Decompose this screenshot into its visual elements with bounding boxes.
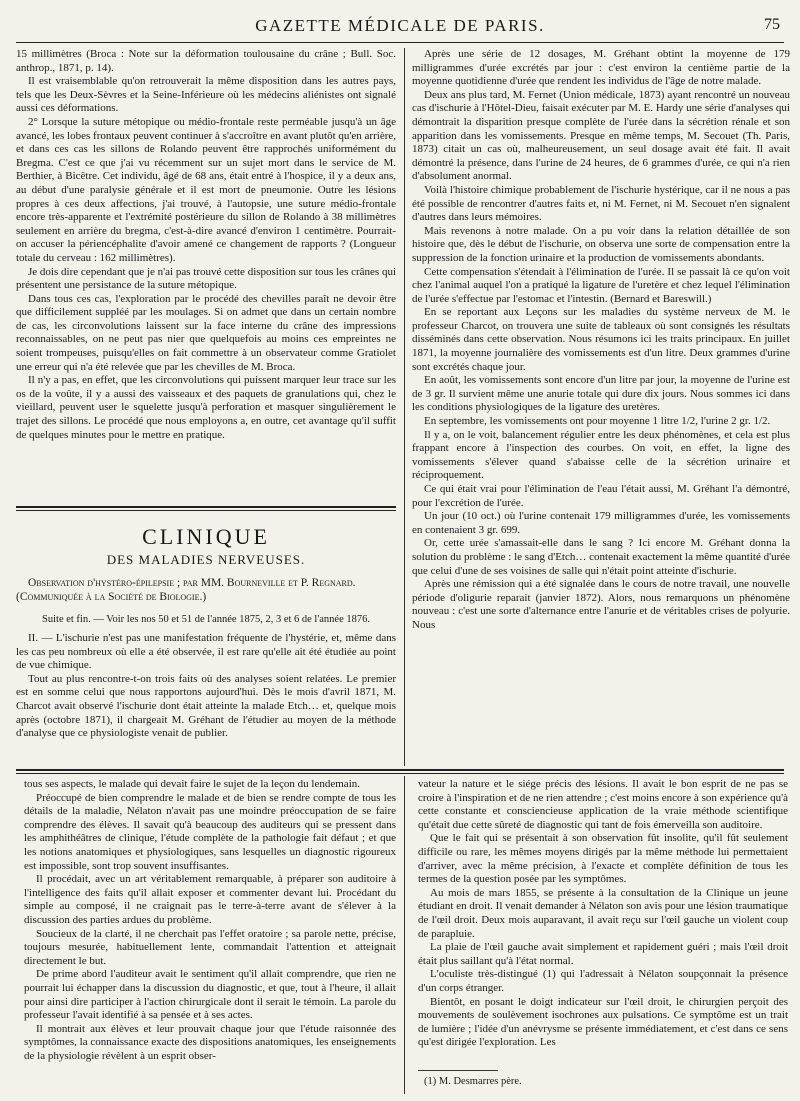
paragraph: Après une série de 12 dosages, M. Gréhant obtint la moyenne de 179 milligrammes d'urée excrétés par jour : c'est environ la centième partie de la moyenne quotidienne d'urée que rendent les individus de l'âge de notre malade. xyxy=(412,48,790,88)
paragraph: Dans tous ces cas, l'exploration par le procédé des chevilles paraît ne devoir être que difficilement suppléé par les moulages. Si on admet que dans un certain nombre de cas, les circonvolutions laissent sur la face interne du crâne des impressions reconnaissables, on ne peut pas nier que quelquefois au moins ces empreintes ne soient trompeuses, puisqu'elles on fait commettre à un observateur comme Gratiolet une erreur qui n'a été relevée que par les chevilles de M. Broca. xyxy=(16,292,396,373)
paragraph: Après une rémission qui a été signalée dans le cours de notre travail, une nouvelle période d'oligurie reparait (janvier 1872). Alors, nous remarquons un phénomène nouveau : c'est une sorte d'alternance entre l'anurie et de véritables crises de polyurie. Nous xyxy=(412,578,790,631)
section-divider xyxy=(16,506,396,508)
section-title: CLINIQUE xyxy=(142,524,270,549)
paragraph: Soucieux de la clarté, il ne cherchait pas l'effet oratoire ; sa parole nette, précise, toujours mesurée, habituellement lente, commandait l'attention et atteignait directement le but. xyxy=(24,927,396,967)
paragraph: 2° Lorsque la suture métopique ou médio-frontale reste perméable jusqu'à un âge avancé, les lobes frontaux peuvent continuer à s'accroître en avant plutôt qu'en arrière, et dans ces cas les sillons de Rolando peuvent être rapprochés uniformément du Bregma. C'est ce que j'ai vu récemment sur un sujet mort dans le service de M. Berthier, à Bicêtre. Cet individu, âgé de 68 ans, était entré à l'hospice, il y a deux ans, au début d'une paralysie générale et il est mort de pneumonie. Outre les lésions propres à ces deux affections, j'ai trouvé, à l'autopsie, une suture médio-frontale encore très-apparente et l'extrémité postérieure du sillon de Rolando à 38 millimètres seulement en arrière du bregma, c'est-à-dire avancé d'environ 1 centimètre. Pourrait-on accuser la périencéphalite d'avoir amené ce changement de rapports ? (Longueur totale du cerveau : 162 millimètres). xyxy=(16,115,396,264)
column-divider xyxy=(404,776,405,1094)
observation-heading: Observation d'hystéro-épilepsie ; par MM. Bourneville et P. Regnard. (Communiquée à la Société de Biologie.) xyxy=(16,577,356,603)
feuilleton-divider xyxy=(16,773,784,774)
paragraph: Bientôt, en posant le doigt indicateur sur l'œil droit, le chirurgien perçoit des mouvements de soulèvement isochrones aux pulsations. Ce symptôme est un trait de lumière ; l'idée d'un anévrysme se présente immédiatement, et c'est dans ce sens qu'est dirigée l'exploration. Les xyxy=(418,995,788,1049)
paragraph: Que le fait qui se présentait à son observation fût insolite, qu'il fût seulement difficile ou rare, les mêmes moyens dirigés par la même méthode lui permettaient d'arriver, avec la même précision, à l'exacte et complète définition de tous les termes de la question posée par les symptômes. xyxy=(418,832,788,886)
column-clinique-text xyxy=(16,632,396,768)
column-bottom-left xyxy=(24,778,396,1090)
paragraph: 15 millimètres (Broca : Note sur la déformation toulousaine du crâne ; Bull. Soc. anthrop., 1871, p. 14). xyxy=(16,48,396,74)
column-top-right xyxy=(412,48,790,768)
footnote: (1) M. Desmarres père. xyxy=(424,1076,522,1087)
paragraph: Cette compensation s'étendait à l'élimination de l'urée. Il se passait là ce qu'on voit chez l'animal auquel l'on a pratiqué la ligature de l'uretère et chez lequel l'élimination de l'urée s'effectue par l'estomac et l'intestin. (Bernard et Bareswill.) xyxy=(412,265,790,305)
paragraph: En se reportant aux Leçons sur les maladies du système nerveux de M. le professeur Charcot, on trouvera une suite de tableaux où sont consignés les résultats disséminés dans cette observation. Nous résumons ici les traits principaux. En juillet 1871, la moyenne journalière des vomissements est d'un litre. Deux grammes d'urine sont excrétés chaque jour. xyxy=(412,306,790,373)
paragraph: La plaie de l'œil gauche avait simplement et rapidement guéri ; mais l'œil droit était plus saillant qu'à l'état normal. xyxy=(418,941,788,967)
page-header xyxy=(16,14,784,43)
continuation-note: Suite et fin. — Voir les nos 50 et 51 de l'année 1875, 2, 3 et 6 de l'année 1876. xyxy=(42,614,370,625)
paragraph: II. — L'ischurie n'est pas une manifestation fréquente de l'hystérie, et, même dans les cas peu nombreux où elle a été observée, il est rare qu'elle ait été étudiée au point de vue chimique. xyxy=(16,632,396,672)
paragraph: Il procédait, avec un art véritablement remarquable, à préparer son auditoire à l'intelligence des faits qu'il allait exposer et commenter devant lui. Procédant du simple au composé, il ne craignait pas le terre-à-terre avant de s'élever à la discussion des parties ardues du problème. xyxy=(24,873,396,926)
footnote-rule xyxy=(418,1070,498,1071)
paragraph: Préoccupé de bien comprendre le malade et de bien se rendre compte de tous les détails de la maladie, Nélaton n'avait pas une moindre préoccupation de se faire comprendre des élèves. Il savait qu'à beaucoup des auditeurs qui se pressent dans les amphithéâtres de clinique, l'étude complète de la pathologie fait défaut ; et que les notions anatomiques et physiologiques, sans lesquelles un diagnostic rigoureux est impossible, sont trop souvent insuffisantes. xyxy=(24,791,396,872)
paragraph: Un jour (10 oct.) où l'urine contenait 179 milligrammes d'urée, les vomissements en contenaient 3 gr. 699. xyxy=(412,510,790,536)
paragraph: Deux ans plus tard, M. Fernet (Union médicale, 1873) ayant rencontré un nouveau cas d'ischurie à l'Hôtel-Dieu, faisait exécuter par M. E. Hardy une série d'analyses qui démontrait la disparition presque complète de l'urée dans la sécrétion rénale et son apparition dans les vomissements. Presque en même temps, M. Secouet (Th. Paris, 1873) citait un cas où, malheureusement, un seul dosage avait été fait. Il avait démontré la présence, dans l'urine de 24 heures, de 6 grammes d'urée, ce qui n'a rien d'absolument anormal. xyxy=(412,88,790,183)
paragraph: Voilà l'histoire chimique probablement de l'ischurie hystérique, car il ne nous a pas été possible de rencontrer d'autres faits et, ni M. Fernet, ni M. Secouet n'en signalent d'autres dans leurs mémoires. xyxy=(412,183,790,224)
paragraph: Or, cette urée s'amassait-elle dans le sang ? Ici encore M. Gréhant donna la solution du problème : le sang d'Etch… contenait exactement la même quantité d'urée que celui d'une de ses voisines de salle qui n'était point atteinte d'ischurie. xyxy=(412,537,790,577)
paragraph: Mais revenons à notre malade. On a pu voir dans la relation détaillée de son histoire que, dès le début de l'ischurie, on observa une sorte de compensation entre la suppression de la fonction urinaire et la production de vomissements abondants. xyxy=(412,224,790,264)
paragraph: L'oculiste très-distingué (1) qui l'adressait à Nélaton soupçonnait la présence d'un corps étranger. xyxy=(418,968,788,994)
section-subtitle: DES MALADIES NERVEUSES. xyxy=(106,552,306,567)
paragraph: En septembre, les vomissements ont pour moyenne 1 litre 1/2, l'urine 2 gr. 1/2. xyxy=(424,415,771,428)
section-divider xyxy=(16,510,396,511)
paragraph: Je dois dire cependant que je n'ai pas trouvé cette disposition sur tous les crânes qui présentent une persistance de la suture métopique. xyxy=(16,265,396,292)
column-divider xyxy=(404,48,405,766)
page-number: 75 xyxy=(764,16,780,33)
paragraph: vateur la nature et le siége précis des lésions. Il avait le bon esprit de ne pas se croire à l'inspiration et de ne rien attendre ; c'est moins encore à son expérience qu'à cette constante et consciencieuse application de la vraie méthode scientifique qu'était due cette sûreté de diagnostic qui tant de fois émerveilla son auditoire. xyxy=(418,778,788,831)
paragraph: De prime abord l'auditeur avait le sentiment qu'il allait comprendre, que rien ne pourrait lui échapper dans la discussion du diagnostic, et que, tout à l'heure, il allait pour ainsi dire participer à l'action chirurgicale dont il serait le témoin. La parole du professeur l'avait identifié à sa pensée et à ses actes. xyxy=(24,968,396,1022)
feuilleton-divider xyxy=(16,769,784,771)
paragraph: Ce qui était vrai pour l'élimination de l'eau l'était aussi, M. Gréhant l'a démontré, pour l'excrétion de l'urée. xyxy=(412,483,790,509)
paragraph: tous ses aspects, le malade qui devait faire le sujet de la leçon du lendemain. xyxy=(24,778,360,790)
paragraph: Tout au plus rencontre-t-on trois faits où des analyses soient relatées. Le premier est en somme celui que nous rapportons aujourd'hui. Dès le mois d'avril 1871, M. Charcot avait observé l'ischurie dont était atteinte la malade Etch… et, quelque mois après (octobre 1871), il chargeait M. Gréhant de l'étudier au moyen de la méthode d'analyse que ce physiologiste venait de publier. xyxy=(16,672,396,740)
paragraph: Il n'y a pas, en effet, que les circonvolutions qui puissent marquer leur trace sur les os de la voûte, il y a aussi des vaisseaux et des paquets de granulations qui, chez le vieillard, peuvent user le squelette jusqu'à perforation et masquer singulièrement le trajet des sillons. Le procédé que nous employons a, en outre, cet avantage qu'il suffit de quelques minutes pour le mettre en pratique. xyxy=(16,374,396,441)
column-top-left xyxy=(16,48,396,498)
paragraph: Il y a, on le voit, balancement régulier entre les deux phénomènes, et cela est plus frappant encore à l'inspection des courbes. On voit, en effet, la ligne des vomissements s'élever quand s'abaisse celle de la sécrétion urinaire et réciproquement. xyxy=(412,428,790,482)
paragraph: Au mois de mars 1855, se présente à la consultation de la Clinique un jeune étudiant en droit. Il venait demander à Nélaton son avis pour une lésion traumatique de l'œil droit. Deux mois auparavant, il avait reçu sur l'œil gauche un violent coup de parapluie. xyxy=(418,886,788,940)
journal-title: GAZETTE MÉDICALE DE PARIS. xyxy=(255,16,545,35)
paragraph: Il est vraisemblable qu'on retrouverait la même disposition dans les autres pays, tels que les Deux-Sèvres et la Seine-Inférieure où les médecins aliénistes ont signalé aussi ces déformations. xyxy=(16,75,396,115)
paragraph: En août, les vomissements sont encore d'un litre par jour, la moyenne de l'urine est de 3 gr. Il survient même une anurie totale qui dure dix jours. Nous sommes ici dans les conditions physiologiques de la ligature des uretères. xyxy=(412,374,790,414)
column-bottom-right xyxy=(418,778,788,1068)
paragraph: Il montrait aux élèves et leur prouvait chaque jour que l'étude raisonnée des symptômes, la connaissance exacte des dispositions anatomiques, les enseignements de la physiologie révèlent à un esprit obser- xyxy=(24,1022,396,1062)
